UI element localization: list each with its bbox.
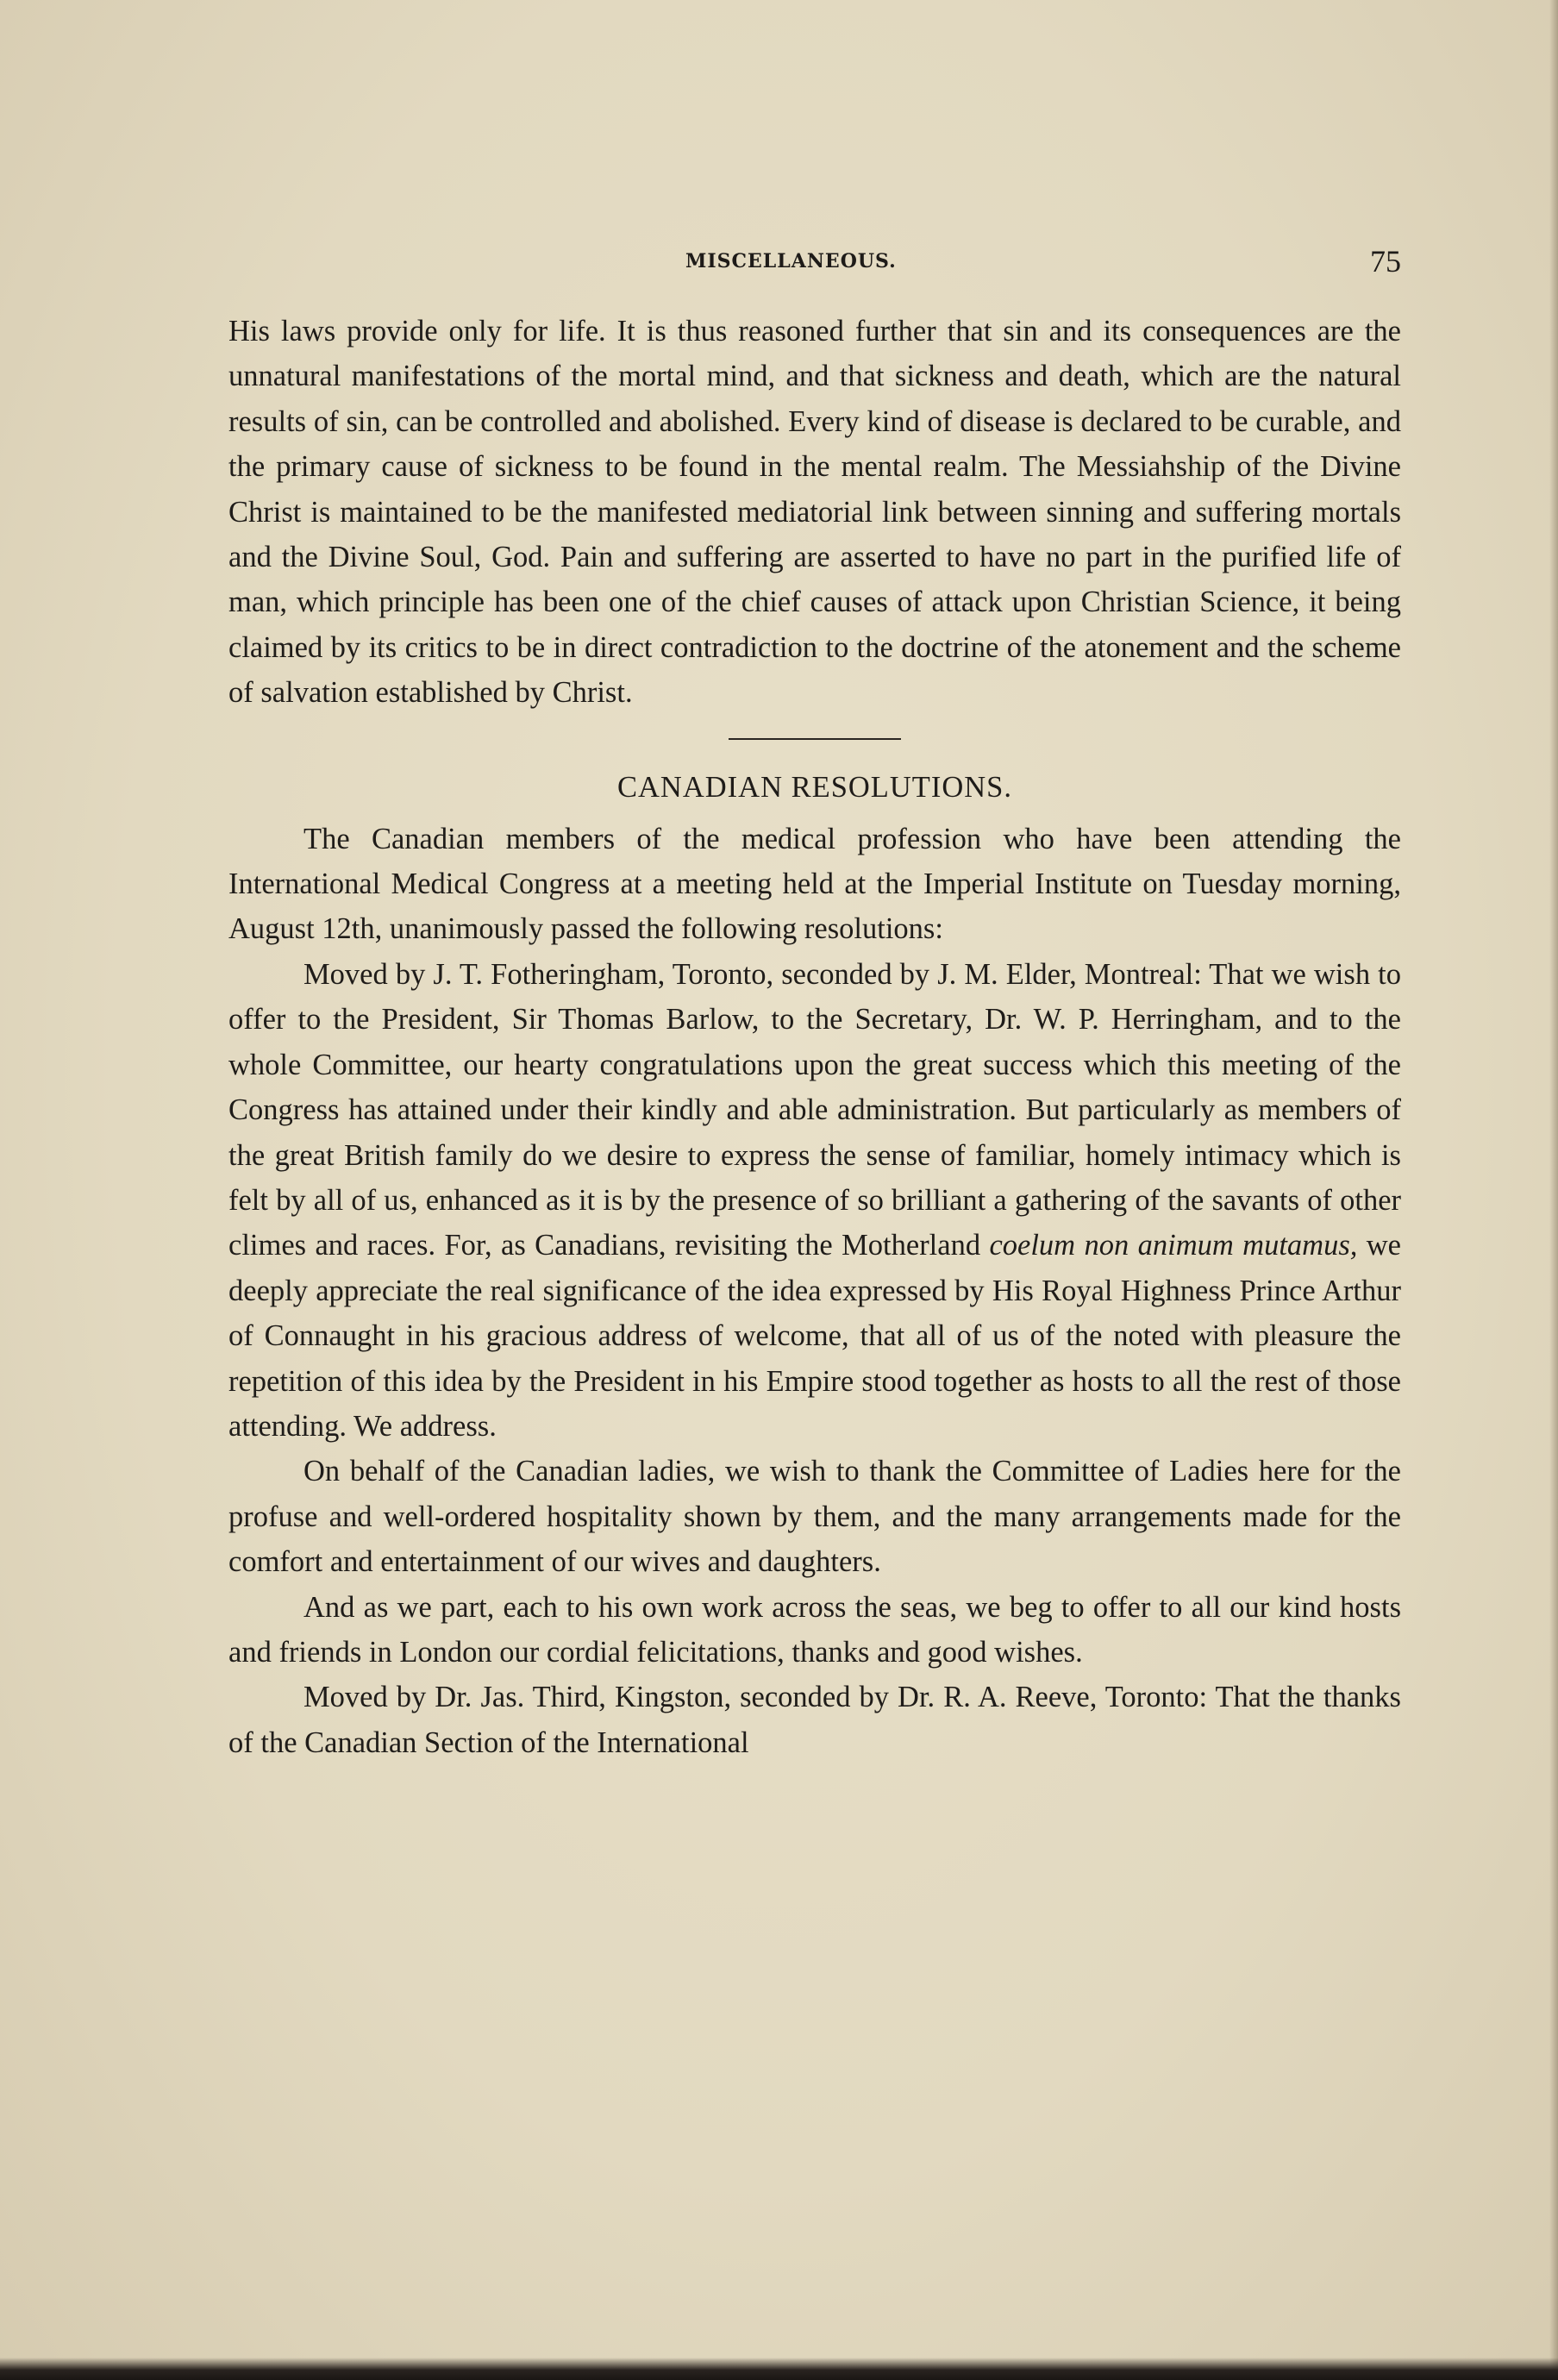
running-head: MISCELLANEOUS.: [685, 250, 897, 272]
page-edge-shadow: [1549, 0, 1558, 2380]
page-bottom-shadow: [0, 2358, 1558, 2380]
section-heading: CANADIAN RESOLUTIONS.: [617, 770, 1012, 804]
paragraph-ladies: On behalf of the Canadian ladies, we wish to thank the Committee of Ladies here for the profuse and well-ordered hospitality shown by them, and the many arrangements made for the comfort and entertainment of our wives and daughters.: [228, 1455, 1401, 1579]
latin-phrase: coelum non animum mutamus,: [989, 1229, 1358, 1262]
paragraph-resolution-one: [228, 952, 1401, 1449]
page-header: [228, 243, 1401, 278]
paragraph-resolution-two: Moved by Dr. Jas. Third, Kingston, seconded by Dr. R. A. Reeve, Toronto: That the thanks of the Canadian Section of the International: [228, 1681, 1401, 1759]
resolution-one-text-b: we deeply appreciate the real significance of the idea expressed by His Royal Highness Prince Arthur of Connaught in his gracious address of welcome, that all of us of the noted with pleasure the repetition of this idea by the President in his Empire stood together as hosts to all the rest of those attending. We address.: [228, 1229, 1401, 1443]
page-body: [228, 309, 1401, 1765]
section-divider: [729, 738, 901, 740]
paragraph-intro: The Canadian members of the medical profession who have been attending the International Medical Congress at a meeting held at the Imperial Institute on Tuesday morning, August 12th, unanimously passed the following resolutions:: [228, 822, 1401, 946]
paragraph-farewell: And as we part, each to his own work across the seas, we beg to offer to all our kind hosts and friends in London our cordial felicitations, thanks and good wishes.: [228, 1590, 1401, 1669]
paragraph-christian-science: His laws provide only for life. It is thus reasoned further that sin and its consequences are the unnatural manifestations of the mortal mind, and that sickness and death, which are the natural results of sin, can be controlled and abolished. Every kind of disease is declared to be curable, and the primary cause of sickness to be found in the mental realm. The Messiahship of the Divine Christ is maintained to be the manifested mediatorial link between sinning and suffering mortals and the Divine Soul, God. Pain and suffering are asserted to have no part in the purified life of man, which principle has been one of the chief causes of attack upon Christian Science, it being claimed by its critics to be in direct contradiction to the doctrine of the atonement and the scheme of salvation established by Christ.: [228, 315, 1401, 710]
page-number: 75: [1370, 244, 1401, 279]
resolution-one-text-a: Moved by J. T. Fotheringham, Toronto, seconded by J. M. Elder, Montreal: That we wish to offer to the President, Sir Thomas Barlow, to the Secretary, Dr. W. P. Herringham, and to the whole Committee, our hearty congratulations upon the great success which this meeting of the Congress has attained under their kindly and able administration. But particularly as members of the great British family do we desire to express the sense of familiar, homely intimacy which is felt by all of us, enhanced as it is by the presence of so brilliant a gathering of the savants of other climes and races. For, as Canadians, revisiting the Motherland: [228, 957, 1401, 1262]
